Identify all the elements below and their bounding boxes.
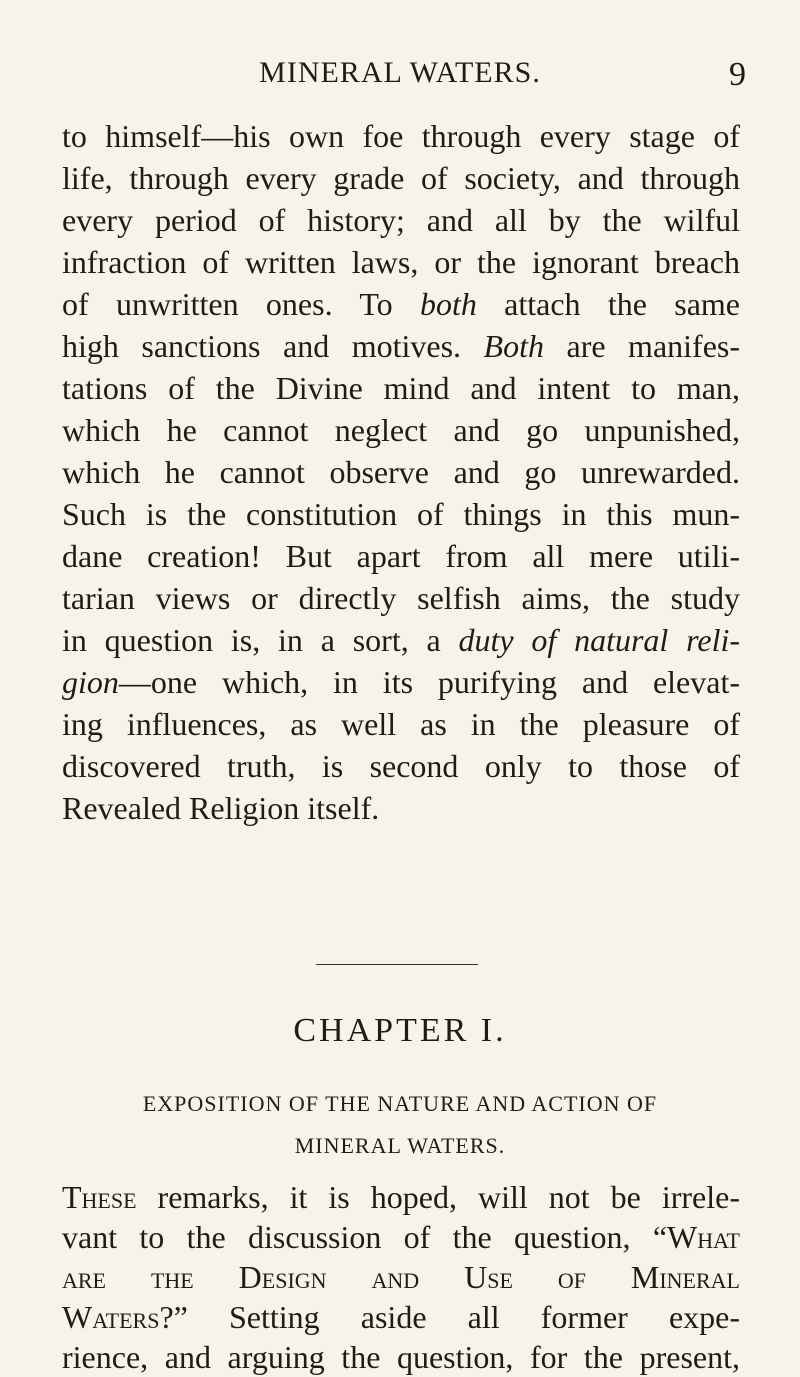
text-line bbox=[62, 325, 740, 367]
text-line: tations of the Divine mind and intent to man, bbox=[62, 370, 740, 406]
text-line bbox=[62, 619, 740, 661]
text-run: high sanctions and motives. bbox=[62, 328, 484, 364]
chapter-heading: CHAPTER I. bbox=[293, 1012, 507, 1049]
text-line: dane creation! But apart from all mere utili- bbox=[62, 538, 740, 574]
text-run: remarks, it is hoped, will not be irrele- bbox=[136, 1179, 740, 1215]
text-line: Revealed Religion itself. bbox=[62, 790, 380, 826]
text-line bbox=[62, 1297, 740, 1337]
italic-emphasis: both bbox=[419, 286, 477, 322]
text-run: are manifes- bbox=[543, 328, 741, 364]
text-run: in question is, in a sort, a bbox=[62, 622, 459, 658]
text-line: rience, and arguing the question, for the present, bbox=[62, 1339, 740, 1375]
text-line bbox=[62, 283, 740, 325]
small-caps-run: hese bbox=[81, 1179, 137, 1215]
section-divider bbox=[316, 964, 478, 965]
text-run: ?” Setting aside all former expe- bbox=[159, 1299, 740, 1335]
chapter-subtitle-line: MINERAL WATERS. bbox=[294, 1133, 506, 1158]
text-line: which he cannot neglect and go unpunished, bbox=[62, 412, 740, 448]
text-line: infraction of written laws, or the ignorant breach bbox=[62, 244, 740, 280]
text-line: tarian views or directly selfish aims, the study bbox=[62, 580, 740, 616]
italic-emphasis: duty of natural reli- bbox=[458, 622, 741, 658]
small-caps-run: What bbox=[667, 1219, 740, 1255]
page-number: 9 bbox=[729, 56, 746, 93]
italic-emphasis: gion bbox=[62, 664, 119, 700]
text-line bbox=[62, 661, 740, 703]
text-run: vant to the discussion of the question, “ bbox=[62, 1219, 668, 1255]
text-run: attach the same bbox=[476, 286, 740, 322]
text-run: of unwritten ones. To bbox=[62, 286, 420, 322]
small-caps-run: Waters bbox=[62, 1299, 160, 1335]
chapter-opening-paragraph bbox=[62, 1177, 740, 1377]
text-line: to himself—his own foe through every stage of bbox=[62, 118, 740, 154]
paragraph-continued bbox=[62, 115, 740, 829]
text-line: ing influences, as well as in the pleasure of bbox=[62, 706, 740, 742]
drop-initial: T bbox=[62, 1179, 82, 1215]
chapter-subtitle bbox=[0, 1083, 800, 1167]
running-head bbox=[0, 56, 800, 96]
chapter-subtitle-line: EXPOSITION OF THE NATURE AND ACTION OF bbox=[142, 1091, 658, 1116]
text-line bbox=[62, 1217, 740, 1257]
text-line: life, through every grade of society, and through bbox=[62, 160, 740, 196]
text-line: are the Design and Use of Mineral bbox=[62, 1259, 740, 1295]
text-line: discovered truth, is second only to those of bbox=[62, 748, 740, 784]
text-run: —one which, in its purifying and elevat- bbox=[118, 664, 740, 700]
text-line bbox=[62, 1177, 740, 1217]
italic-emphasis: Both bbox=[483, 328, 544, 364]
text-line: Such is the constitution of things in this mun- bbox=[62, 496, 740, 532]
text-line: which he cannot observe and go unrewarded. bbox=[62, 454, 740, 490]
text-line: every period of history; and all by the wilful bbox=[62, 202, 740, 238]
running-title: MINERAL WATERS. bbox=[259, 56, 541, 89]
